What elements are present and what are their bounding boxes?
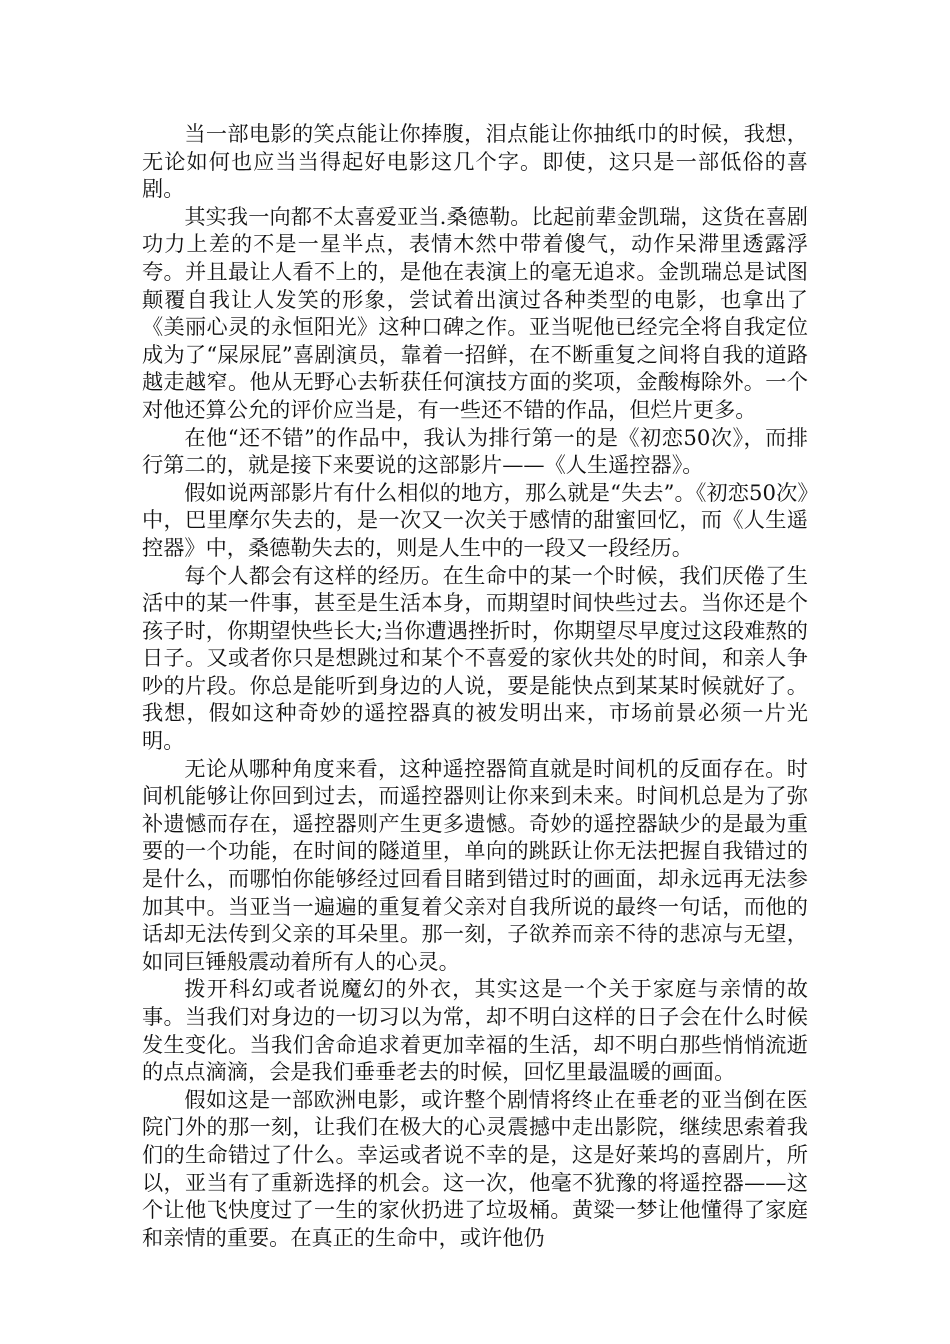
paragraph: 无论从哪种角度来看，这种遥控器简直就是时间机的反面存在。时间机能够让你回到过去，而遥控器则让你来到未来。时间机总是为了弥补遗憾而存在，遥控器则产生更多遗憾。奇妙的遥控器缺少的是最为重要的一个功能，在时间的隧道里，单向的跳跃让你无法把握自我错过的是什么，而哪怕你能够经过回看目睹到错过时的画面，却永远再无法参加其中。当亚当一遍遍的重复着父亲对自我所说的最终一句话，而他的话却无法传到父亲的耳朵里。那一刻，子欲养而亲不待的悲凉与无望，如同巨锤般震动着所有人的心灵。 — [142, 755, 808, 974]
paragraph: 每个人都会有这样的经历。在生命中的某一个时候，我们厌倦了生活中的某一件事，甚至是生活本身，而期望时间快些过去。当你还是个孩子时，你期望快些长大;当你遭遇挫折时，你期望尽早度过这段难熬的日子。又或者你只是想跳过和某个不喜爱的家伙共处的时间，和亲人争吵的片段。你总是能听到身边的人说，要是能快点到某某时候就好了。我想，假如这种奇妙的遥控器真的被发明出来，市场前景必须一片光明。 — [142, 562, 808, 754]
paragraph: 其实我一向都不太喜爱亚当.桑德勒。比起前辈金凯瑞，这货在喜剧功力上差的不是一星半点，表情木然中带着傻气，动作呆滞里透露浮夸。并且最让人看不上的，是他在表演上的毫无追求。金凯瑞总是试图颠覆自我让人发笑的形象，尝试着出演过各种类型的电影，也拿出了《美丽心灵的永恒阳光》这种口碑之作。亚当呢他已经完全将自我定位成为了“屎尿屁”喜剧演员，靠着一招鲜，在不断重复之间将自我的道路越走越窄。他从无野心去斩获任何演技方面的奖项，金酸梅除外。一个对他还算公允的评价应当是，有一些还不错的作品，但烂片更多。 — [142, 203, 808, 422]
document-body — [142, 120, 808, 1251]
paragraph: 假如这是一部欧洲电影，或许整个剧情将终止在垂老的亚当倒在医院门外的那一刻，让我们在极大的心灵震撼中走出影院，继续思索着我们的生命错过了什么。幸运或者说不幸的是，这是好莱坞的喜剧片，所以，亚当有了重新选择的机会。这一次，他毫不犹豫的将遥控器——这个让他飞快度过了一生的家伙扔进了垃圾桶。黄粱一梦让他懂得了家庭和亲情的重要。在真正的生命中，或许他仍 — [142, 1086, 808, 1250]
paragraph: 拨开科幻或者说魔幻的外衣，其实这是一个关于家庭与亲情的故事。当我们对身边的一切习以为常，却不明白这样的日子会在什么时候发生变化。当我们舍命追求着更加幸福的生活，却不明白那些悄悄流逝的点点滴滴，会是我们垂垂老去的时候，回忆里最温暖的画面。 — [142, 976, 808, 1085]
paragraph: 在他“还不错”的作品中，我认为排行第一的是《初恋50次》，而排行第二的，就是接下来要说的这部影片——《人生遥控器》。 — [142, 424, 808, 478]
paragraph: 假如说两部影片有什么相似的地方，那么就是“失去”。《初恋50次》中，巴里摩尔失去的，是一次又一次关于感情的甜蜜回忆，而《人生遥控器》中，桑德勒失去的，则是人生中的一段又一段经历。 — [142, 479, 808, 560]
paragraph: 当一部电影的笑点能让你捧腹，泪点能让你抽纸巾的时候，我想，无论如何也应当当得起好电影这几个字。即使，这只是一部低俗的喜剧。 — [142, 121, 808, 202]
